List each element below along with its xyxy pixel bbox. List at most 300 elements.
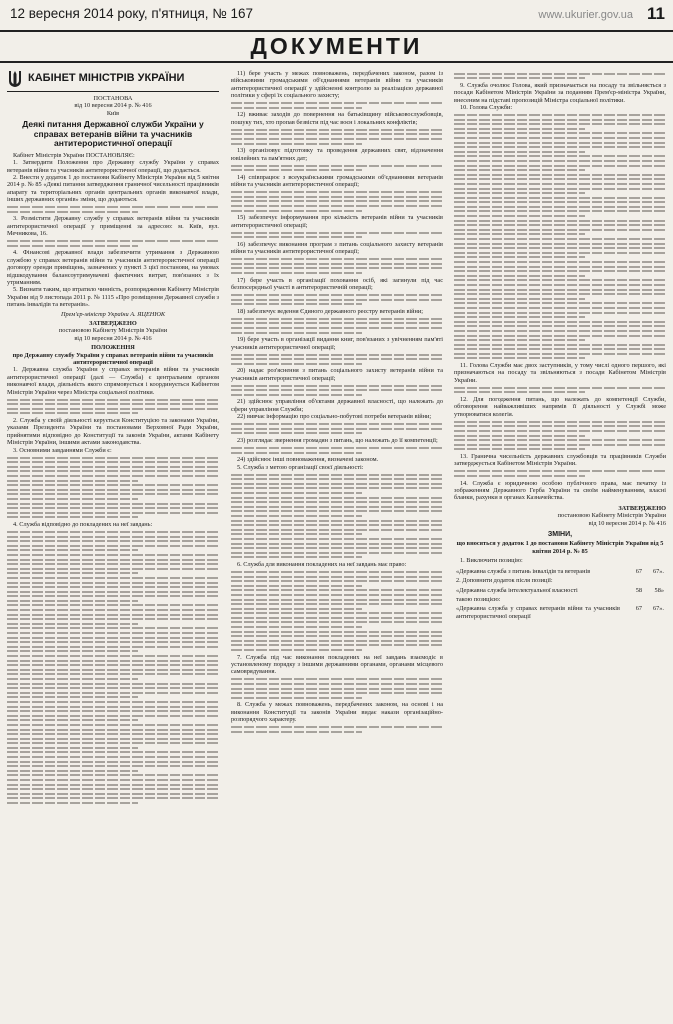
table-cell-number: 67 [635,567,642,575]
text-block [7,577,219,579]
text-block [231,731,362,733]
text-block [7,742,219,744]
text-block [231,232,443,234]
text-block [454,448,585,450]
text-block [7,559,219,561]
text-block [231,533,362,535]
table-cell-label: «Державна служба у справах ветеранів війни та учасників антитерористичної операції [456,605,620,620]
text-block [7,696,138,698]
text-block [454,201,666,203]
text-block [7,240,219,242]
text-block [231,322,443,324]
text-block [7,493,219,495]
text-block [7,627,219,629]
text-block [231,524,443,526]
cabinet-name: КАБІНЕТ МІНІСТРІВ УКРАЇНИ [28,72,185,85]
text-block [7,563,219,565]
text-block [231,191,443,193]
trident-emblem-icon [7,70,23,88]
doc-type: ПОСТАНОВА [93,95,133,102]
table-row [454,595,666,604]
task-24: 24) здійснює інші повноваження, визначені законом. [237,456,379,464]
text-block [454,229,666,231]
text-block [231,133,443,135]
text-block [231,294,443,296]
column-2 [231,70,443,1018]
text-block [454,247,666,249]
table-cell-label: «Державна служба інтелектуальної власності [456,586,578,594]
text-block [231,267,443,269]
text-block [231,385,443,387]
text-block [231,617,443,619]
text-block [454,302,666,304]
task-23: 23) розглядає звернення громадян з питань, що належать до її компетенції; [237,437,438,445]
text-block [231,107,362,109]
text-block [231,580,443,582]
text-block [231,538,443,540]
text-block [454,119,666,121]
task-11: 11) бере участь у межах повноважень, передбачених законом, разом із військовими громадськими об'єднаннями ветеранів війни та учасників антитерористичної операції у здійсненні контролю за реалізацією державної політики у сфері їх соціального захисту; [231,70,443,100]
text-block [7,784,219,786]
text-block [231,143,362,145]
resolution-intro: Кабінет Міністрів України ПОСТАНОВЛЯЄ: [13,151,135,159]
table-cell-number: 67 [635,605,642,613]
text-block [454,348,666,350]
text-block [231,603,443,605]
text-block [231,487,443,489]
text-block [231,571,443,573]
text-block [231,492,362,494]
text-block [454,298,585,300]
text-block [7,554,219,556]
text-block [231,478,443,480]
text-block [454,421,666,423]
table-cell-label: такою позицією: [456,595,501,603]
text-block [231,210,362,212]
text-block [454,128,585,130]
text-block [454,210,666,212]
resolution-title: Деякі питання Державної служби України у справах ветеранів війни та учасників антитерористичної операції [22,119,204,149]
table-row [454,604,666,621]
text-block [454,114,666,116]
task-16: 16) забезпечує виконання програм з питань соціального захисту ветеранів війни та учасників антитерористичної операції; [231,240,443,256]
text-block [454,252,666,254]
regulation-p3: 3. Основними завданнями Служби є: [13,446,112,454]
table-cell-label: 2. Доповнити додаток після позиції: [456,577,553,585]
text-block [454,435,585,437]
column-1 [7,70,219,1018]
text-block [454,439,666,441]
text-block [7,802,138,804]
text-block [7,480,138,482]
text-block [7,618,219,620]
text-block [454,224,666,226]
text-block [231,432,362,434]
text-block [454,391,585,393]
text-block [454,132,666,134]
text-block [7,470,219,472]
table-row [454,576,666,585]
text-block [7,536,219,538]
text-block [7,650,138,652]
text-block [7,793,219,795]
text-block [231,258,443,260]
text-block [231,594,443,596]
text-block [7,729,219,731]
text-block [454,312,666,314]
resolution-p5: 5. Визнати таким, що втратило чинність, розпорядження Кабінету Міністрів України від 9 листопада 2011 р. № 1115 «Про розміщення Державної служби з питань інвалідів та ветеранів». [7,286,219,309]
task-17: 17) бере участь в організації поховання осіб, які загинули під час безпосередньої участі в антитерористичній операції; [231,276,443,291]
text-block [454,261,666,263]
text-block [454,430,666,432]
text-block [454,284,666,286]
table-cell-label: «Державна служба з питань інвалідів та ветеранів [456,567,591,575]
approved-date-2: від 10 вересня 2014 р. № 416 [588,519,666,527]
text-block [7,765,219,767]
text-block [231,474,443,476]
text-block [7,604,219,606]
text-block [7,595,219,597]
table-row [454,567,666,576]
task-18: 18) забезпечує ведення Єдиного державного реєстру ветеранів війни; [237,307,424,315]
text-block [7,403,219,405]
signature: Прем'єр-міністр України А. ЯЦЕНЮК [60,310,166,318]
text-block [454,165,666,167]
header-rule-top [0,30,673,32]
section-title: ДОКУМЕНТИ [250,33,423,59]
text-block [231,556,362,558]
text-block [7,545,219,547]
column-3 [454,70,666,1018]
text-block [7,412,138,414]
regulation-subtitle: про Державну службу України у справах ветеранів війни та учасників антитерористичної операції [12,351,214,367]
approved-stamp: ЗАТВЕРДЖЕНО [89,320,137,327]
text-block [231,363,362,365]
text-block [7,664,219,666]
text-block [231,608,362,610]
table-cell-number: 67». [652,605,664,613]
regulation-title: ПОЛОЖЕННЯ [91,344,135,352]
text-block [231,394,362,396]
doc-date: від 10 вересня 2014 р. № 416 [74,102,152,110]
text-block [7,408,219,410]
text-block [231,585,362,587]
text-block [7,457,219,459]
text-block [231,428,443,430]
text-block [7,646,219,648]
approved-stamp-2: ЗАТВЕРДЖЕНО [618,504,666,512]
text-block [454,178,666,180]
text-block [7,466,219,468]
text-block [7,788,219,790]
text-block [454,220,666,222]
text-block [7,211,138,213]
item-10: 10. Голова Служби: [460,104,513,111]
table-row [454,586,666,595]
text-block [7,540,219,542]
text-block [231,138,443,140]
text-block [454,73,666,75]
text-block [454,197,666,199]
text-block [7,692,219,694]
text-block [231,644,443,646]
text-block [231,589,443,591]
text-block [454,279,666,281]
text-block [7,206,219,208]
text-block [7,461,219,463]
text-block [7,503,219,505]
resolution-p3: 3. Розмістити Державну службу у справах ветеранів війни та учасників антитерористичної операції у приміщенні за адресою: м. Київ, вул. Мечникова, 16. [7,215,219,238]
regulation-p2: 2. Служба у своїй діяльності керується Конституцією та законами України, указами Президента України та постановами Верховної Ради України, прийнятими відповідно до Конституції та законів України, актами Кабінету Міністрів України, іншими актами законодавства. [7,417,219,447]
text-block [7,655,219,657]
table-cell-number: 58» [654,586,664,594]
task-20: 20) надає роз'яснення з питань соціального захисту ветеранів війни та учасників антитерористичної операції; [231,367,443,382]
text-block [7,678,138,680]
text-block [454,475,585,477]
item-12: 12. Для погодження питань, що належать до компетенції Служби, обговорення найважливіших напрямів її діяльності у Службі може утворюватися колегія. [454,396,666,418]
text-block [231,165,443,167]
text-block [454,174,666,176]
table-cell-number: 58 [635,586,642,594]
text-block [231,354,443,356]
text-block [7,683,219,685]
text-block [7,706,219,708]
text-block [454,425,666,427]
page-number: 11 [647,4,665,23]
text-block [231,169,362,171]
text-block [454,387,666,389]
text-block [7,516,138,518]
text-block [7,724,219,726]
text-block [231,102,443,104]
text-block [231,299,443,301]
text-block [7,531,219,533]
text-block [231,129,443,131]
table-cell-number: 67». [652,567,664,575]
text-block [231,510,443,512]
item-9: 9. Служба очолює Голова, який призначається на посаду та звільняється з посади Кабінетом Міністрів України за поданням Прем'єр-міністра України, внесеним на підставі пропозицій Міністра соціальної політики. [454,81,666,104]
text-block [454,357,585,359]
text-block [231,303,362,305]
text-block [454,330,666,332]
text-block [7,586,219,588]
text-block [454,238,666,240]
text-block [7,719,138,721]
text-block [231,506,443,508]
changes-table [454,567,666,621]
text-block [7,797,219,799]
item-14: 14. Служба є юридичною особою публічного права, має печатку із зображенням Державного Герба України та своїм найменуванням, власні бланки, рахунки в органах Казначейства. [454,479,666,502]
text-block [454,353,666,355]
text-block [231,423,443,425]
text-block [231,501,443,503]
text-block [454,169,585,171]
site-url[interactable]: www.ukurier.gov.ua [538,9,633,21]
text-block [7,475,219,477]
text-block [7,751,219,753]
approved-by-2: постановою Кабінету Міністрів України [557,512,666,520]
text-block [231,497,443,499]
header-rule-bottom [0,61,673,63]
change-1: 1. Виключити позицію: [460,557,523,565]
text-block [454,188,666,190]
text-block [454,339,585,341]
text-block [231,236,362,238]
text-block [454,233,585,235]
text-block [454,444,666,446]
text-block [7,774,219,776]
text-block [7,715,219,717]
task-12: 12) вживає заходів до повернення на батьківщину військовослужбовців, пошуку тих, хто пропав безвісти під час воєн і локальних конфліктів; [231,111,443,126]
doc-city: Київ [106,109,120,117]
text-block [231,318,443,320]
cabinet-heading [7,70,219,92]
task-15: 15) забезпечує інформування про кількість ветеранів війни та учасників антитерористичної операції; [231,214,443,229]
text-block [7,245,138,247]
text-block [454,192,585,194]
text-block [231,196,443,198]
text-block [231,447,443,449]
text-block [454,344,666,346]
text-block [7,484,219,486]
text-block [231,263,443,265]
issue-date-line: 12 вересня 2014 року, п'ятниця, № 167 [10,6,254,21]
text-block [7,756,219,758]
text-block [7,770,138,772]
text-block [454,77,585,79]
task-13: 13) організовує підготовку та проведення державних свят, відзначення ювілейних та пам'ятних дат; [231,147,443,162]
text-block [231,272,362,274]
text-block [454,270,666,272]
text-block [454,307,666,309]
task-19: 19) бере участь в організації видання книг, пов'язаних з увічненням пам'яті учасників антитерористичної операції; [231,336,443,351]
regulation-p1: 1. Державна служба України у справах ветеранів війни та учасників антитерористичної операції (далі — Служба) є центральним органом виконавчої влади, діяльність якого спрямовується і координується Кабінетом Міністрів України через Міністра соціальної політики. [7,366,219,396]
text-block [454,215,585,217]
approved-by: постановою Кабінету Міністрів України [58,327,168,335]
text-block [7,632,219,634]
changes-subtitle: що вносяться у додаток 1 до постанови Кабінету Міністрів України від 5 квітня 2014 р. № 85 [456,540,664,555]
text-block [454,183,666,185]
approved-date: від 10 вересня 2014 р. № 416 [74,334,152,342]
resolution-p4: 4. Фінансові державної влади забезпечити утримання з Державною службою у справах ветеранів війни та учасників антитерористичної операції договору оренди приміщень, зазначених у пункті 3 цієї постанови, на умовах відшкодування балансоутримувачеві фактичних витрат, пов'язаних з їх утриманням. [7,249,219,286]
text-block [231,327,443,329]
text-block [7,641,219,643]
text-block [7,687,219,689]
text-block [454,160,666,162]
text-block [231,389,443,391]
item-6: 6. Служба для виконання покладених на неї завдань має право: [237,560,407,568]
text-block [231,332,362,334]
item-7: 7. Служба під час виконання покладених на неї завдань взаємодіє в установленому порядку з іншими державними органами, органами місцевого самоврядування. [231,653,443,676]
text-block [231,621,443,623]
text-block [7,761,219,763]
item-11: 11. Голова Служби має двох заступників, у тому числі одного першого, які призначаються на посаду та звільняються з посади Кабінетом Міністрів України. [454,362,666,384]
text-block [231,483,443,485]
text-block [231,520,443,522]
text-block [231,552,443,554]
text-block [231,678,443,680]
text-block [7,747,138,749]
text-block [7,701,219,703]
text-block [454,155,666,157]
item-13: 13. Гранична чисельність державних службовців та працівників Служби затверджується Кабінетом Міністрів України. [454,453,666,468]
text-block [231,452,362,454]
text-block [7,660,219,662]
text-block [7,512,219,514]
text-block [7,489,219,491]
item-5: 5. Служба з метою організації своєї діяльності: [237,463,364,471]
text-block [454,243,666,245]
text-block [454,137,666,139]
text-block [454,266,666,268]
text-block [231,688,443,690]
text-block [7,600,138,602]
text-block [454,316,585,318]
text-block [7,673,219,675]
text-block [7,710,219,712]
text-block [7,507,219,509]
text-block [7,609,219,611]
text-block [231,692,443,694]
text-block [454,321,666,323]
text-block [7,637,219,639]
text-block [7,591,219,593]
text-block [7,498,138,500]
text-block [454,293,666,295]
text-block [7,582,219,584]
text-block [454,142,666,144]
text-block [7,572,138,574]
text-block [7,669,219,671]
text-block [231,635,443,637]
text-block [231,200,443,202]
text-block [7,568,219,570]
text-block [231,683,443,685]
text-block [7,399,219,401]
text-block [7,623,138,625]
text-block [454,206,666,208]
text-block [231,205,443,207]
text-block [454,123,666,125]
text-block [7,614,219,616]
text-block [7,738,219,740]
text-block [7,549,138,551]
regulation-p4: 4. Служба відповідно до покладених на неї завдань: [13,520,153,528]
text-block [454,470,666,472]
resolution-p2: 2. Внести у додаток 1 до постанови Кабінету Міністрів України від 5 квітня 2014 р. № 85 «Деякі питання затвердження граничної чисельності працівників апарату та територіальних органів центральних органів виконавчої влади, інших державних органів» зміни, що додаються. [7,173,219,204]
text-block [231,543,443,545]
text-block [454,325,666,327]
text-block [231,515,362,517]
text-block [231,612,443,614]
changes-title: ЗМІНИ, [547,531,573,539]
text-block [231,649,362,651]
resolution-p1: 1. Затвердити Положення про Державну службу України у справах ветеранів війни та учасників антитерористичної операції, що додається. [7,159,219,174]
text-block [7,779,219,781]
task-14: 14) співпрацює з всеукраїнськими громадськими об'єднаннями ветеранів війни та учасників антитерористичної операції; [231,173,443,189]
text-block [231,631,443,633]
text-block [231,529,443,531]
text-block [454,289,666,291]
item-8: 8. Служба у межах повноважень, передбачених законом, на основі і на виконання Конституції та законів України видає накази організаційно-розпорядчого характеру. [231,701,443,724]
text-block [454,151,585,153]
text-block [454,275,585,277]
text-block [231,726,443,728]
text-block [454,146,666,148]
text-block [231,640,443,642]
text-block [231,358,443,360]
text-block [231,547,443,549]
